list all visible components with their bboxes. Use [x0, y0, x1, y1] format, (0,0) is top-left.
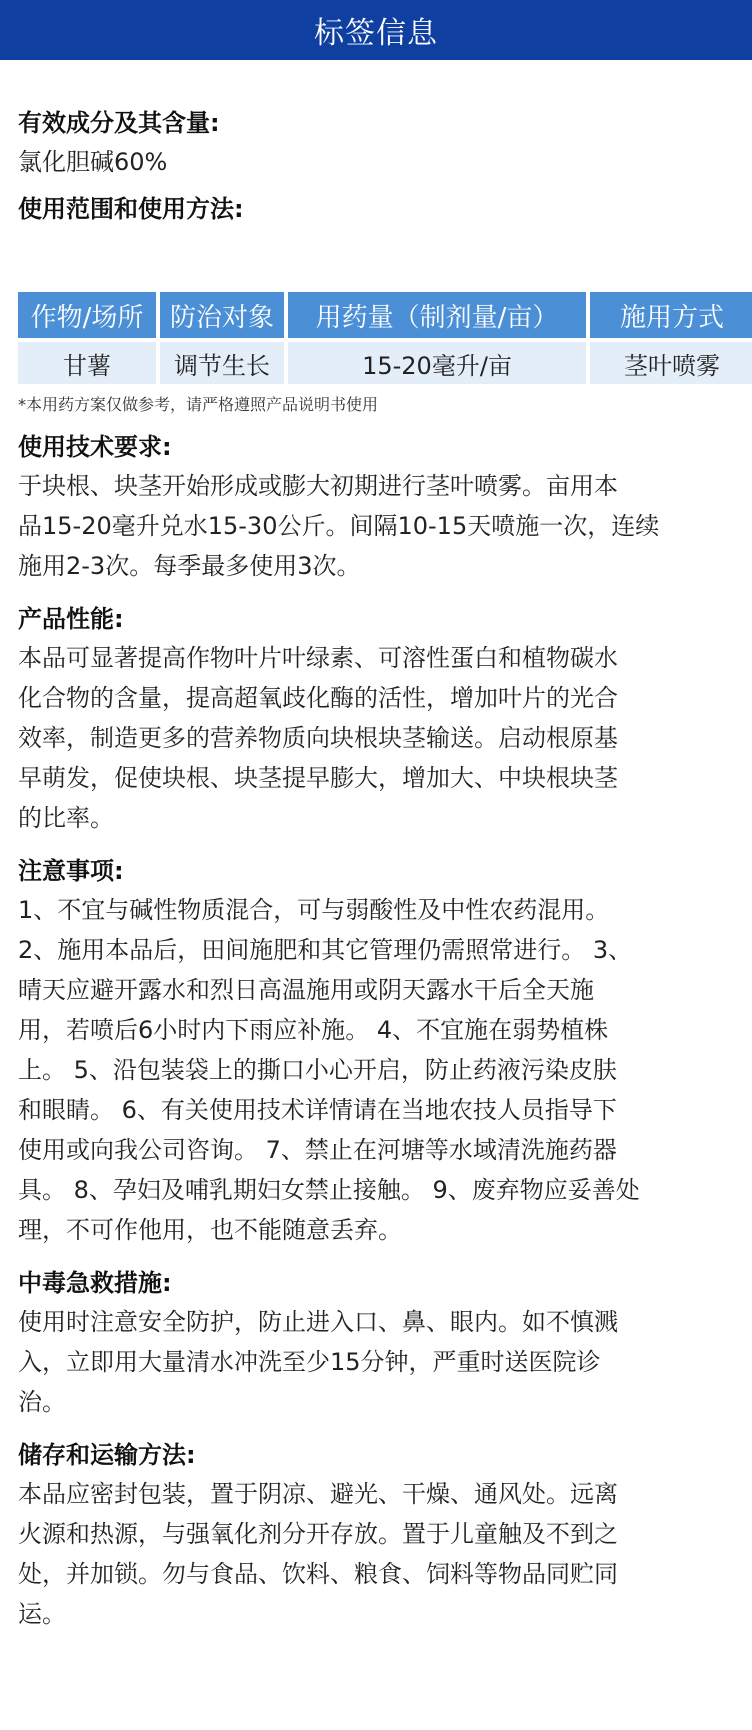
performance-line: 的比率。: [18, 804, 114, 832]
tech-line: 于块根、块茎开始形成或膨大初期进行茎叶喷雾。亩用本: [18, 472, 618, 500]
performance-line: 化合物的含量，提高超氧歧化酶的活性，增加叶片的光合: [18, 684, 618, 712]
storage-section: [18, 1422, 734, 1634]
storage-line: 本品应密封包装，置于阴凉、避光、干燥、通风处。远离: [18, 1480, 618, 1508]
ingredient-value: 氯化胆碱60%: [18, 148, 168, 176]
caution-line: 和眼睛。 6、有关使用技术详情请在当地农技人员指导下: [18, 1096, 617, 1124]
dosage-header-dosage: 用药量（制剂量/亩）: [288, 292, 586, 338]
ingredient-section: [18, 60, 734, 182]
usage-title: 使用范围和使用方法:: [18, 195, 244, 223]
caution-line: 使用或向我公司咨询。 7、禁止在河塘等水域清洗施药器: [18, 1136, 617, 1164]
firstaid-line: 使用时注意安全防护，防止进入口、鼻、眼内。如不慎溅: [18, 1308, 618, 1336]
dosage-table: [14, 288, 752, 388]
usage-note: *本用药方案仅做参考，请严格遵照产品说明书使用: [18, 395, 379, 414]
firstaid-line: 治。: [18, 1388, 66, 1416]
page-title: 标签信息: [314, 16, 438, 51]
caution-line: 具。 8、孕妇及哺乳期妇女禁止接触。 9、废弃物应妥善处: [18, 1176, 640, 1204]
cautions-title: 注意事项:: [18, 857, 124, 885]
performance-line: 早萌发，促使块根、块茎提早膨大，增加大、中块根块茎: [18, 764, 618, 792]
performance-line: 本品可显著提高作物叶片叶绿素、可溶性蛋白和植物碳水: [18, 644, 618, 672]
ingredient-title: 有效成分及其含量:: [18, 109, 220, 137]
label-content: [0, 60, 752, 1634]
page-header: [0, 0, 752, 60]
dosage-table-header: [18, 292, 752, 338]
storage-line: 处，并加锁。勿与食品、饮料、粮食、饲料等物品同贮同: [18, 1560, 618, 1588]
dosage-cell-target: 调节生长: [160, 342, 284, 384]
dosage-header-method: 施用方式: [590, 292, 752, 338]
tech-line: 施用2-3次。每季最多使用3次。: [18, 552, 361, 580]
firstaid-title: 中毒急救措施:: [18, 1269, 172, 1297]
performance-section: [18, 586, 734, 838]
cautions-section: [18, 838, 734, 1250]
usage-section: [18, 182, 734, 416]
usage-spacer: [18, 228, 734, 288]
dosage-cell-dosage: 15-20毫升/亩: [288, 342, 586, 384]
storage-line: 运。: [18, 1600, 66, 1628]
caution-line: 理，不可作他用，也不能随意丢弃。: [18, 1216, 402, 1244]
caution-line: 用，若喷后6小时内下雨应补施。 4、不宜施在弱势植株: [18, 1016, 609, 1044]
table-row: [18, 342, 752, 384]
storage-title: 储存和运输方法:: [18, 1441, 196, 1469]
caution-line: 上。 5、沿包装袋上的撕口小心开启，防止药液污染皮肤: [18, 1056, 617, 1084]
tech-title: 使用技术要求:: [18, 433, 172, 461]
dosage-header-crop: 作物/场所: [18, 292, 156, 338]
dosage-cell-method: 茎叶喷雾: [590, 342, 752, 384]
dosage-cell-crop: 甘薯: [18, 342, 156, 384]
performance-title: 产品性能:: [18, 605, 124, 633]
performance-line: 效率，制造更多的营养物质向块根块茎输送。启动根原基: [18, 724, 618, 752]
firstaid-section: [18, 1250, 734, 1422]
tech-section: [18, 416, 734, 586]
firstaid-line: 入，立即用大量清水冲洗至少15分钟，严重时送医院诊: [18, 1348, 601, 1376]
caution-line: 1、不宜与碱性物质混合，可与弱酸性及中性农药混用。: [18, 896, 610, 924]
caution-line: 晴天应避开露水和烈日高温施用或阴天露水干后全天施: [18, 976, 594, 1004]
tech-line: 品15-20毫升兑水15-30公斤。间隔10-15天喷施一次，连续: [18, 512, 660, 540]
dosage-header-target: 防治对象: [160, 292, 284, 338]
caution-line: 2、施用本品后，田间施肥和其它管理仍需照常进行。 3、: [18, 936, 633, 964]
storage-line: 火源和热源，与强氧化剂分开存放。置于儿童触及不到之: [18, 1520, 618, 1548]
